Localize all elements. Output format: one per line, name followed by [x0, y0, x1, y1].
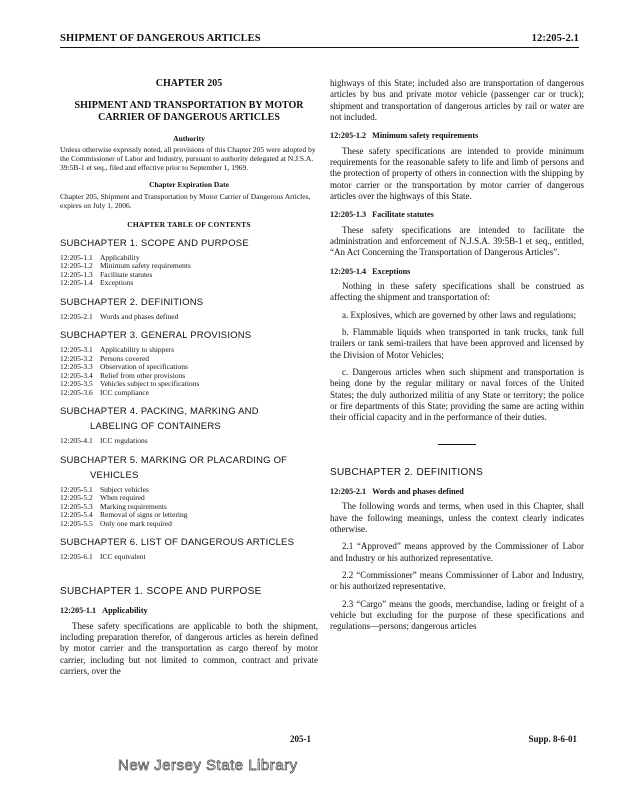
toc-subchapter — [60, 538, 318, 561]
section-heading — [330, 210, 584, 220]
toc-item[interactable] — [60, 279, 318, 288]
section-divider — [438, 444, 476, 445]
toc-item[interactable] — [60, 346, 318, 355]
toc-item-label: Vehicles subject to specifications — [100, 379, 200, 389]
definition-item: 2.1 “Approved” means approved by the Commissioner of Labor and Industry or his authorized representative. — [330, 541, 584, 563]
section-paragraph-continued: highways of this State; included also are transportation of dangerous articles by bus and private motor vehicle (passenger car or truck); shipment and transportation of dangerous articles by rail or water are not included. — [330, 78, 584, 122]
toc-list — [60, 346, 318, 397]
toc-subchapter — [60, 331, 318, 397]
section-title: Applicability — [102, 606, 148, 616]
toc-item[interactable] — [60, 511, 318, 520]
page-number: 205-1 — [290, 734, 311, 744]
section-heading — [330, 131, 584, 141]
library-stamp: New Jersey State Library — [118, 757, 298, 774]
toc-item-label: When required — [100, 493, 145, 503]
section-heading — [330, 267, 584, 277]
toc-item-number: 12:205-5.5 — [60, 518, 93, 528]
toc-item-number: 12:205-3.3 — [60, 362, 93, 372]
toc-subchapter-title: SUBCHAPTER 4. PACKING, MARKING AND — [60, 406, 259, 418]
toc-subchapter-title: SUBCHAPTER 3. GENERAL PROVISIONS — [60, 330, 252, 342]
toc-item-label: Only one mark required — [100, 518, 172, 528]
toc-item[interactable] — [60, 355, 318, 364]
expiration-heading: Chapter Expiration Date — [149, 180, 229, 190]
toc-subchapter-title-continued: VEHICLES — [90, 469, 139, 481]
toc-subchapter — [60, 407, 318, 445]
toc-item-number: 12:205-1.4 — [60, 278, 93, 288]
toc-item-number: 12:205-3.1 — [60, 345, 93, 355]
toc-subchapter-title: SUBCHAPTER 2. DEFINITIONS — [60, 296, 204, 308]
section-title: Facilitate statutes — [372, 210, 434, 220]
toc-item-label: Minimum safety requirements — [100, 261, 191, 271]
toc-item-number: 12:205-3.6 — [60, 387, 93, 397]
toc-item-number: 12:205-5.1 — [60, 484, 93, 494]
header-section-number: 12:205-2.1 — [531, 33, 579, 44]
toc-item-number: 12:205-1.3 — [60, 269, 93, 279]
toc-list — [60, 313, 318, 322]
subchapter-1-heading: SUBCHAPTER 1. SCOPE AND PURPOSE — [60, 585, 262, 597]
toc-item[interactable] — [60, 313, 318, 322]
toc-item-number: 12:205-3.2 — [60, 353, 93, 363]
toc-item-label: Words and phases defined — [100, 311, 179, 321]
toc-item[interactable] — [60, 520, 318, 529]
toc-item[interactable] — [60, 380, 318, 389]
table-of-contents — [60, 239, 318, 562]
toc-item[interactable] — [60, 389, 318, 398]
toc-item[interactable] — [60, 271, 318, 280]
toc-item-label: ICC compliance — [100, 387, 149, 397]
toc-item-label: Persons covered — [100, 353, 149, 363]
supplement-date: Supp. 8-6-01 — [528, 734, 577, 744]
section-title: Minimum safety requirements — [372, 131, 479, 141]
toc-item[interactable] — [60, 262, 318, 271]
header-title: SHIPMENT OF DANGEROUS ARTICLES — [60, 33, 261, 44]
toc-item-number: 12:205-1.1 — [60, 252, 93, 262]
section-number: 12:205-2.1 — [330, 487, 367, 497]
toc-item-number: 12:205-5.4 — [60, 510, 93, 520]
toc-title: CHAPTER TABLE OF CONTENTS — [127, 220, 251, 230]
authority-heading: Authority — [173, 133, 205, 143]
toc-item-number: 12:205-4.1 — [60, 436, 93, 446]
expiration-text: Chapter 205, Shipment and Transportation by Motor Carrier of Dangerous Articles, expires on July 1, 2006. — [60, 191, 311, 211]
toc-item-number: 12:205-5.3 — [60, 501, 93, 511]
toc-item-number: 12:205-2.1 — [60, 311, 93, 321]
toc-list — [60, 486, 318, 529]
left-column — [60, 78, 318, 683]
toc-item-label: Marking requirements — [100, 501, 167, 511]
toc-item-label: Facilitate statutes — [100, 269, 153, 279]
section-number: 12:205-1.4 — [330, 266, 367, 276]
section-paragraph: The following words and terms, when used in this Chapter, shall have the following meanings, unless the context clearly indicates otherwise. — [330, 501, 584, 535]
toc-item-label: ICC equivalent — [100, 552, 146, 562]
section-heading — [330, 487, 584, 497]
toc-subchapter — [60, 456, 318, 529]
section-heading — [60, 606, 318, 616]
toc-item-number: 12:205-3.5 — [60, 379, 93, 389]
toc-list — [60, 553, 318, 562]
section-paragraph: These safety specifications are intended to facilitate the administration and enforcement of N.J.S.A. 39:5B-1 et seq., entitled, “An Act Concerning the Transportation of Dangerous Articles”. — [330, 224, 584, 258]
header-rule — [60, 47, 579, 48]
exception-item: a. Explosives, which are governed by other laws and regulations; — [342, 309, 577, 320]
toc-item-label: Relief from other provisions — [100, 370, 186, 380]
toc-item[interactable] — [60, 437, 318, 446]
toc-subchapter — [60, 298, 318, 321]
definition-item: 2.3 “Cargo” means the goods, merchandise, lading or freight of a vehicle but excluding for the purpose of these specifications and regulations—persons; dangerous articles — [330, 598, 584, 632]
toc-item[interactable] — [60, 553, 318, 562]
toc-item-label: Applicability to shippers — [100, 345, 175, 355]
section-paragraph: These safety specifications are applicable to both the shipment, including preparation therefor, of dangerous articles as herein defined by motor carrier and the transportation as cargo thereof by motor carrier, including but not limited to common, contract and private carriers, over the — [60, 620, 318, 677]
toc-item[interactable] — [60, 503, 318, 512]
toc-item-number: 12:205-6.1 — [60, 552, 93, 562]
authority-text: Unless otherwise expressly noted, all provisions of this Chapter 205 were adopted by the Commissioner of Labor and Industry, pursuant to authority delegated at N.J.S.A. 39:5B-1 et seq., filed and effective prior to September 1, 1969. — [60, 145, 316, 173]
toc-item-number: 12:205-5.2 — [60, 493, 93, 503]
section-title: Words and phases defined — [372, 487, 464, 497]
exception-item: b. Flammable liquids when transported in tank trucks, tank full trailers or tank semi-trailers that have been approved and licensed by the Division of Motor Vehicles; — [330, 326, 584, 360]
section-title: Exceptions — [372, 266, 411, 276]
toc-item-label: Observation of specifications — [100, 362, 188, 372]
section-paragraph: Nothing in these safety specifications shall be construed as affecting the shipment and transportation of: — [330, 280, 584, 303]
toc-subchapter-title-continued: LABELING OF CONTAINERS — [90, 421, 221, 433]
toc-item-label: ICC regulations — [100, 436, 148, 446]
chapter-number: CHAPTER 205 — [155, 78, 223, 89]
definition-item: 2.2 “Commissioner” means Commissioner of Labor and Industry, or his authorized representative. — [330, 570, 584, 592]
toc-item[interactable] — [60, 486, 318, 495]
toc-item-label: Subject vehicles — [100, 484, 149, 494]
toc-item-label: Applicability — [100, 252, 140, 262]
toc-item-label: Exceptions — [100, 278, 134, 288]
right-column — [330, 78, 584, 639]
section-number: 12:205-1.2 — [330, 131, 367, 141]
toc-list — [60, 437, 318, 446]
section-number: 12:205-1.1 — [60, 606, 97, 616]
section-paragraph: These safety specifications are intended to provide minimum requirements for the reasonable safety to life and limb of persons and the protection of property of others in connection with the shipping by motor carrier or the transportation by motor carrier of dangerous articles over the highways of this State. — [330, 145, 584, 201]
section-number: 12:205-1.3 — [330, 210, 367, 220]
toc-subchapter-title: SUBCHAPTER 1. SCOPE AND PURPOSE — [60, 237, 249, 249]
running-header — [60, 33, 579, 47]
exception-item: c. Dangerous articles when such shipment and transportation is being done by the regular military or naval forces of the United States; the duly authorized militia of any State or territory; the police or fire departments of this State; providing the same are acting within their official capacity and in the performance of their duties. — [330, 366, 584, 423]
chapter-title: SHIPMENT AND TRANSPORTATION BY MOTOR CARRIER OF DANGEROUS ARTICLES — [74, 99, 304, 123]
toc-item-label: Removal of signs or lettering — [100, 510, 188, 520]
toc-list — [60, 254, 318, 288]
subchapter-2-heading: SUBCHAPTER 2. DEFINITIONS — [330, 466, 484, 478]
toc-item[interactable] — [60, 363, 318, 372]
toc-subchapter-title: SUBCHAPTER 6. LIST OF DANGEROUS ARTICLES — [60, 537, 295, 549]
toc-subchapter — [60, 239, 318, 288]
toc-item[interactable] — [60, 494, 318, 503]
toc-item-number: 12:205-1.2 — [60, 261, 93, 271]
toc-item-number: 12:205-3.4 — [60, 370, 93, 380]
toc-subchapter-title: SUBCHAPTER 5. MARKING OR PLACARDING OF — [60, 454, 288, 466]
